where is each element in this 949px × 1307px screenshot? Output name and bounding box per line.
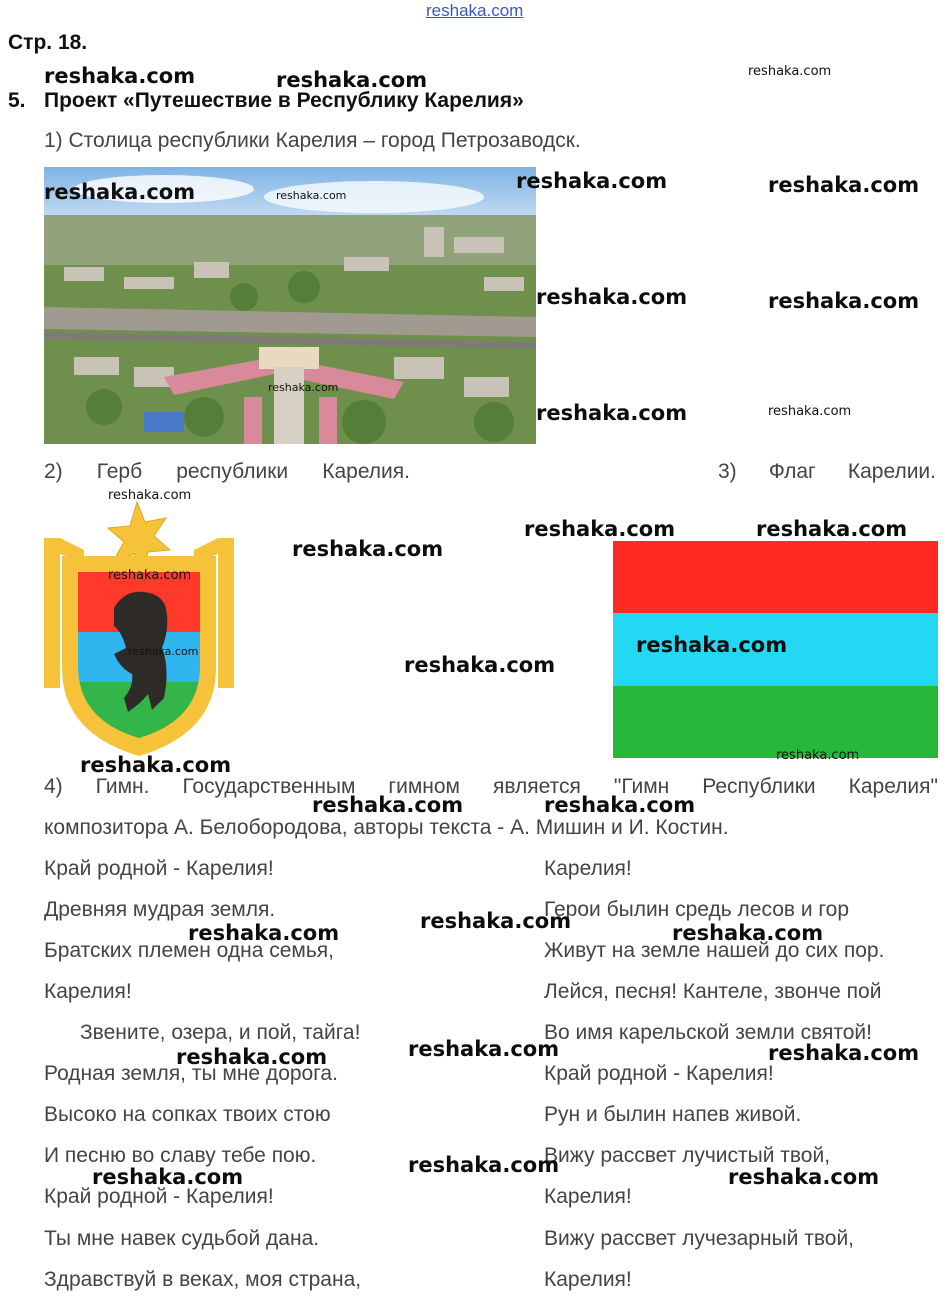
watermark: reshaka.com	[44, 64, 196, 88]
task-number: 5.	[8, 89, 26, 112]
anthem-left-line: Край родной - Карелия!	[44, 857, 274, 880]
anthem-left-line: Высоко на сопках твоих стою	[44, 1103, 331, 1126]
watermark: reshaka.com	[408, 1037, 560, 1061]
anthem-intro-line2: композитора А. Белобородова, авторы текста - А. Мишин и И. Костин.	[44, 816, 729, 839]
petrozavodsk-aerial-photo	[44, 167, 536, 444]
karelia-coat-of-arms	[44, 498, 234, 760]
watermark: reshaka.com	[768, 1041, 920, 1065]
page-number: Стр. 18.	[8, 31, 88, 54]
watermark: reshaka.com	[276, 68, 428, 92]
watermark: reshaka.com	[128, 645, 199, 658]
anthem-intro-line1: 4) Гимн. Государственным гимном является "Гимн Республики Карелия"	[44, 775, 938, 798]
watermark: reshaka.com	[636, 633, 788, 657]
watermark: reshaka.com	[748, 64, 832, 79]
watermark: reshaka.com	[276, 189, 347, 202]
anthem-left-line: Древняя мудрая земля.	[44, 898, 276, 921]
task-title: Проект «Путешествие в Республику Карелия»	[44, 89, 524, 112]
watermark: reshaka.com	[176, 1045, 328, 1069]
watermark: reshaka.com	[728, 1165, 880, 1189]
watermark: reshaka.com	[776, 748, 860, 763]
anthem-left-line: Родная земля, ты мне дорога.	[44, 1062, 338, 1085]
watermark: reshaka.com	[768, 404, 852, 419]
coat-of-arms-heading: 2) Герб республики Карелия.	[44, 460, 410, 483]
watermark: reshaka.com	[768, 289, 920, 313]
anthem-right-line: Герои былин средь лесов и гор	[544, 898, 849, 921]
anthem-left-line: Здравствуй в веках, моя страна,	[44, 1268, 362, 1291]
watermark: reshaka.com	[516, 169, 668, 193]
anthem-left-line: Звените, озера, и пой, тайга!	[80, 1021, 361, 1044]
anthem-left-line: Братских племен одна семья,	[44, 939, 335, 962]
watermark: reshaka.com	[188, 921, 340, 945]
capital-line: 1) Столица республики Карелия – город Петрозаводск.	[44, 129, 581, 152]
anthem-right-line: Карелия!	[544, 1185, 632, 1208]
watermark: reshaka.com	[404, 653, 556, 677]
watermark: reshaka.com	[292, 537, 444, 561]
watermark: reshaka.com	[268, 381, 339, 394]
watermark: reshaka.com	[44, 180, 196, 204]
flag-heading: 3) Флаг Карелии.	[718, 460, 936, 483]
anthem-left-line: Карелия!	[44, 980, 132, 1003]
anthem-right-line: Лейся, песня! Кантеле, звонче пой	[544, 980, 882, 1003]
watermark: reshaka.com	[80, 753, 232, 777]
watermark: reshaka.com	[672, 921, 824, 945]
site-link[interactable]: reshaka.com	[426, 1, 524, 20]
watermark: reshaka.com	[92, 1165, 244, 1189]
anthem-right-line: Край родной - Карелия!	[544, 1062, 774, 1085]
anthem-right-line: Рун и былин напев живой.	[544, 1103, 802, 1126]
anthem-right-line: Живут на земле нашей до сих пор.	[544, 939, 885, 962]
watermark: reshaka.com	[524, 517, 676, 541]
watermark: reshaka.com	[536, 285, 688, 309]
watermark: reshaka.com	[108, 488, 192, 503]
watermark: reshaka.com	[408, 1153, 560, 1177]
anthem-left-line: И песню во славу тебе пою.	[44, 1144, 317, 1167]
watermark: reshaka.com	[756, 517, 908, 541]
watermark: reshaka.com	[420, 909, 572, 933]
anthem-right-line: Во имя карельской земли святой!	[544, 1021, 872, 1044]
anthem-right-line: Вижу рассвет лучезарный твой,	[544, 1227, 855, 1250]
watermark: reshaka.com	[536, 401, 688, 425]
anthem-right-line: Вижу рассвет лучистый твой,	[544, 1144, 831, 1167]
anthem-left-line: Край родной - Карелия!	[44, 1185, 274, 1208]
anthem-right-line: Карелия!	[544, 857, 632, 880]
anthem-right-line: Карелия!	[544, 1268, 632, 1291]
anthem-left-line: Ты мне навек судьбой дана.	[44, 1227, 320, 1250]
watermark: reshaka.com	[312, 793, 464, 817]
watermark: reshaka.com	[768, 173, 920, 197]
watermark: reshaka.com	[544, 793, 696, 817]
watermark: reshaka.com	[108, 568, 192, 583]
